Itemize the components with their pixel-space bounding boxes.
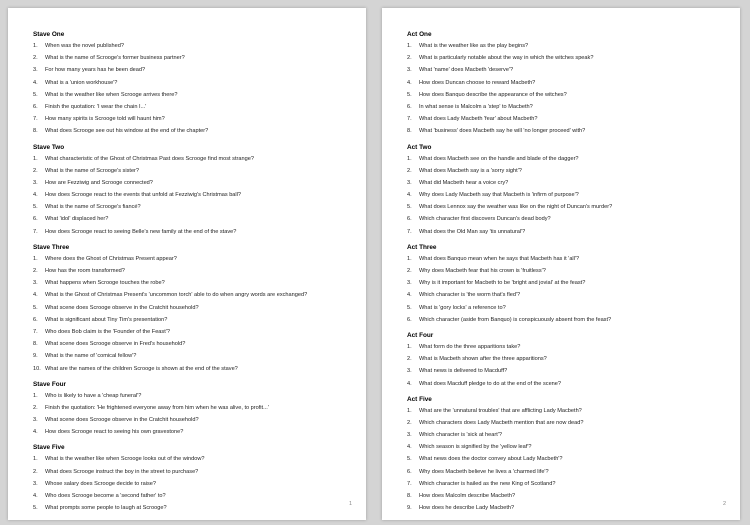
question-item — [407, 77, 732, 89]
page-1-sections — [33, 29, 358, 514]
question-text: What is the weather like as the play begins? — [419, 43, 529, 49]
question-text: What are the 'unnatural troubles' that are afflicting Lady Macbeth? — [419, 407, 582, 414]
question-number: 4. — [33, 493, 38, 499]
question-item — [407, 177, 732, 189]
question-number: 8. — [33, 128, 38, 135]
question-text: How does Scrooge react to seeing Belle's new family at the end of the stave? — [45, 228, 237, 235]
question-number: 4. — [407, 444, 412, 451]
question-number: 1. — [33, 392, 38, 399]
question-item — [33, 165, 358, 177]
question-text: Which characters does Lady Macbeth mention that are now dead? — [419, 419, 584, 426]
question-item — [407, 365, 732, 377]
question-item — [33, 101, 358, 113]
question-text: What is the name of Scrooge's fiancé? — [45, 204, 141, 211]
question-text: How are Fezziwig and Scrooge connected? — [45, 179, 153, 186]
question-number: 9. — [33, 353, 38, 360]
question-item — [33, 153, 358, 165]
question-text: Which character first discovers Duncan's dead body? — [419, 216, 551, 223]
question-number: 2. — [407, 55, 412, 62]
question-item — [407, 125, 732, 137]
question-number: 6. — [407, 316, 412, 323]
question-text: How has the room transformed? — [45, 268, 125, 274]
question-text: What happens when Scrooge touches the robe? — [45, 280, 165, 287]
question-number: 4. — [33, 192, 38, 199]
question-number: 1. — [33, 456, 38, 463]
question-number: 3. — [33, 417, 38, 424]
question-text: What does Scrooge instruct the boy in the street to purchase? — [45, 468, 199, 475]
question-text: How does Scrooge react to the events that unfold at Fezziwig's Christmas ball? — [45, 192, 242, 199]
question-item — [33, 426, 358, 438]
question-number: 5. — [33, 204, 38, 211]
question-text: How does he describe Lady Macbeth? — [419, 505, 515, 512]
question-text: What does the Old Man say 'tis unnatural'? — [419, 228, 526, 235]
question-text: What does Lady Macbeth 'fear' about Macbeth? — [419, 116, 538, 123]
question-number: 7. — [407, 480, 412, 487]
section-heading: Act Two — [407, 143, 432, 151]
question-item — [33, 52, 358, 64]
question-section — [33, 442, 358, 514]
question-number: 3. — [407, 179, 412, 186]
question-item — [33, 265, 358, 277]
question-number: 5. — [33, 505, 38, 512]
question-text: Which character (aside from Banquo) is conspicuously absent from the feast? — [419, 316, 612, 323]
question-text: What did Macbeth hear a voice cry? — [419, 179, 509, 186]
question-text: What does Scrooge see out his window at the end of the chapter? — [45, 128, 209, 135]
question-number: 9. — [407, 505, 412, 512]
question-number: 5. — [407, 91, 412, 98]
question-number: 2. — [407, 419, 412, 426]
question-text: Who is likely to have a 'cheap funeral'? — [45, 392, 142, 399]
question-item — [33, 125, 358, 137]
question-text: What scene does Scrooge observe in Fred's household? — [45, 341, 186, 348]
question-item — [33, 490, 358, 502]
question-number: 4. — [407, 79, 412, 86]
question-item — [407, 466, 732, 478]
question-item — [33, 40, 358, 52]
question-text: What is the name of 'comical fellow'? — [45, 353, 137, 360]
question-number: 3. — [33, 67, 38, 74]
question-item — [407, 101, 732, 113]
question-number: 8. — [407, 493, 412, 499]
question-number: 7. — [33, 228, 38, 235]
question-item — [33, 289, 358, 301]
question-number: 6. — [33, 316, 38, 323]
question-text: Why does Macbeth fear that his crown is 'fruitless'? — [419, 268, 546, 274]
question-item — [407, 378, 732, 390]
question-item — [407, 165, 732, 177]
page-number: 1 — [348, 501, 352, 507]
question-item — [407, 405, 732, 417]
question-item — [33, 478, 358, 490]
question-number: 1. — [33, 255, 38, 262]
question-item — [407, 89, 732, 101]
question-text: Whose salary does Scrooge decide to raise? — [45, 480, 157, 487]
question-item — [407, 289, 732, 301]
question-item — [407, 64, 732, 76]
document-page-1 — [8, 8, 366, 520]
question-item — [407, 441, 732, 453]
question-number: 1. — [33, 43, 38, 49]
question-number: 7. — [33, 116, 38, 123]
question-number: 1. — [407, 407, 412, 414]
question-item — [33, 89, 358, 101]
question-number: 4. — [33, 79, 38, 86]
question-number: 3. — [407, 368, 412, 375]
question-text: What is 'gory locks' a reference to? — [419, 304, 506, 311]
question-section — [407, 242, 732, 326]
question-item — [33, 326, 358, 338]
question-number: 3. — [33, 480, 38, 487]
question-number: 4. — [33, 429, 38, 436]
question-text: What is the weather like when Scrooge looks out of the window? — [45, 456, 205, 463]
question-item — [33, 363, 358, 375]
question-number: 2. — [33, 55, 38, 62]
question-item — [33, 64, 358, 76]
question-item — [407, 502, 732, 514]
question-number: 4. — [407, 380, 412, 387]
question-item — [33, 402, 358, 414]
question-number: 8. — [33, 341, 38, 348]
question-text: What is the weather like when Scrooge arrives there? — [45, 91, 178, 98]
question-number: 3. — [407, 432, 412, 439]
question-item — [407, 478, 732, 490]
question-text: How does Banquo describe the appearance of the witches? — [419, 91, 567, 98]
section-heading: Act Three — [407, 243, 437, 251]
question-item — [407, 417, 732, 429]
question-text: Which character is 'sick at heart'? — [419, 432, 502, 439]
question-text: Why does Lady Macbeth say that Macbeth is 'infirm of purpose'? — [419, 192, 579, 199]
question-section — [33, 142, 358, 238]
question-item — [407, 226, 732, 238]
question-item — [407, 314, 732, 326]
question-text: What scene does Scrooge observe in the Cratchit household? — [45, 417, 199, 424]
question-item — [33, 302, 358, 314]
question-text: What 'business' does Macbeth say he will 'no longer proceed' with? — [419, 128, 586, 135]
question-section — [33, 29, 358, 138]
question-text: What 'name' does Macbeth 'deserve'? — [419, 67, 514, 74]
question-text: What is Macbeth shown after the three apparitions? — [419, 356, 547, 363]
question-text: When was the novel published? — [45, 43, 124, 49]
question-text: What news is delivered to Macduff? — [419, 368, 508, 375]
question-item — [33, 350, 358, 362]
question-item — [407, 490, 732, 502]
question-item — [33, 253, 358, 265]
question-number: 2. — [33, 468, 38, 475]
question-item — [407, 113, 732, 125]
question-number: 4. — [407, 292, 412, 299]
page-2-sections — [407, 29, 732, 514]
question-text: What does Banquo mean when he says that Macbeth has it 'all'? — [419, 255, 580, 262]
question-number: 3. — [33, 280, 38, 287]
section-heading: Stave One — [33, 31, 65, 38]
question-item — [33, 113, 358, 125]
question-number: 1. — [33, 155, 38, 162]
question-text: What characteristic of the Ghost of Christmas Past does Scrooge find most strange? — [45, 155, 254, 162]
question-text: What news does the doctor convey about Lady Macbeth'? — [419, 456, 563, 463]
question-text: What scene does Scrooge observe in the Cratchit household? — [45, 304, 199, 311]
question-text: Why does Macbeth believe he lives a 'charmed life'? — [419, 468, 549, 475]
page-number: 2 — [722, 501, 726, 507]
question-section — [407, 330, 732, 390]
question-number: 2. — [407, 167, 412, 174]
question-number: 5. — [407, 204, 412, 211]
question-section — [407, 142, 732, 238]
question-number: 7. — [407, 228, 412, 235]
question-item — [33, 414, 358, 426]
question-number: 5. — [407, 304, 412, 311]
question-item — [407, 429, 732, 441]
question-text: What is particularly notable about the way in which the witches speak? — [419, 55, 594, 62]
question-number: 2. — [33, 404, 38, 411]
question-text: What does Lennox say the weather was like on the night of Duncan's murder? — [419, 204, 613, 211]
question-number: 5. — [33, 91, 38, 98]
question-item — [407, 213, 732, 225]
question-text: Who does Bob claim is the 'Founder of the Feast'? — [45, 328, 170, 335]
question-text: What is the Ghost of Christmas Present's 'uncommon torch' able to do when angry words are exchanged? — [45, 292, 308, 299]
question-number: 3. — [407, 280, 412, 287]
question-item — [407, 302, 732, 314]
question-item — [33, 314, 358, 326]
section-heading: Act One — [407, 31, 432, 38]
question-text: In what sense is Malcolm a 'step' to Macbeth? — [419, 103, 533, 110]
question-text: What is the name of Scrooge's former business partner? — [45, 55, 185, 62]
question-item — [33, 226, 358, 238]
question-number: 6. — [407, 216, 412, 223]
question-number: 3. — [407, 67, 412, 74]
question-number: 5. — [33, 304, 38, 311]
question-item — [407, 341, 732, 353]
section-heading: Stave Four — [33, 380, 67, 388]
question-item — [407, 40, 732, 52]
question-text: Finish the quotation: 'He frightened everyone away from him when he was alive, to profit...' — [45, 404, 269, 411]
question-text: What 'idol' displaced her? — [45, 216, 109, 223]
question-item — [33, 177, 358, 189]
question-item — [33, 338, 358, 350]
question-text: What form do the three apparitions take? — [419, 343, 521, 350]
question-text: Where does the Ghost of Christmas Present appear? — [45, 255, 177, 262]
question-number: 7. — [33, 328, 38, 335]
question-item — [407, 253, 732, 265]
question-item — [33, 453, 358, 465]
question-item — [407, 353, 732, 365]
question-text: What are the names of the children Scrooge is shown at the end of the stave? — [45, 365, 238, 372]
question-text: How does Duncan choose to reward Macbeth? — [419, 79, 536, 86]
question-item — [407, 265, 732, 277]
question-number: 7. — [407, 116, 412, 123]
question-text: Which character is hailed as the new King of Scotland? — [419, 480, 556, 487]
question-text: How does Malcolm describe Macbeth? — [419, 493, 516, 499]
question-number: 6. — [407, 103, 412, 110]
question-section — [33, 242, 358, 375]
question-text: Finish the quotation: 'I wear the chain I...' — [45, 103, 147, 110]
question-text: Which season is signified by the 'yellow leaf'? — [419, 444, 532, 451]
question-text: Which character is 'the worm that's fled'? — [419, 292, 521, 299]
question-item — [33, 201, 358, 213]
question-number: 4. — [33, 292, 38, 299]
question-text: How does Scrooge react to seeing his own gravestone? — [45, 429, 184, 436]
question-item — [407, 277, 732, 289]
question-text: What does Macbeth see on the handle and blade of the dagger? — [419, 155, 579, 162]
question-number: 10. — [33, 365, 41, 372]
question-number: 6. — [33, 103, 38, 110]
question-item — [407, 153, 732, 165]
question-text: How many spirits is Scrooge told will haunt him? — [45, 116, 165, 123]
question-text: What does Macbeth say is a 'sorry sight'? — [419, 167, 522, 174]
question-text: What does Macduff pledge to do at the end of the scene? — [419, 380, 562, 387]
question-item — [33, 390, 358, 402]
question-number: 1. — [407, 343, 412, 350]
section-heading: Act Five — [407, 395, 432, 403]
question-item — [33, 502, 358, 514]
section-heading: Stave Two — [33, 143, 65, 151]
question-item — [407, 52, 732, 64]
question-item — [407, 189, 732, 201]
question-text: What prompts some people to laugh at Scrooge? — [45, 505, 167, 512]
question-item — [407, 453, 732, 465]
question-number: 1. — [407, 155, 412, 162]
question-item — [33, 189, 358, 201]
question-number: 2. — [33, 167, 38, 174]
section-heading: Act Four — [407, 331, 434, 339]
section-heading: Stave Five — [33, 444, 65, 452]
question-item — [33, 77, 358, 89]
question-number: 1. — [407, 43, 412, 49]
question-text: What is a 'union workhouse'? — [45, 79, 118, 86]
question-number: 8. — [407, 128, 412, 135]
question-text: For how many years has he been dead? — [45, 67, 146, 74]
question-number: 1. — [407, 255, 412, 262]
section-heading: Stave Three — [33, 243, 70, 251]
question-section — [33, 379, 358, 439]
question-item — [407, 201, 732, 213]
question-number: 6. — [33, 216, 38, 223]
question-item — [33, 277, 358, 289]
question-number: 2. — [33, 268, 38, 274]
question-section — [407, 394, 732, 515]
question-number: 5. — [407, 456, 412, 463]
question-number: 3. — [33, 179, 38, 186]
question-number: 2. — [407, 356, 412, 363]
question-number: 6. — [407, 468, 412, 475]
question-text: What is the name of Scrooge's sister? — [45, 167, 140, 174]
question-text: What is significant about Tiny Tim's presentation? — [45, 316, 168, 323]
question-item — [33, 466, 358, 478]
question-text: Why is it important for Macbeth to be 'bright and jovial' at the feast? — [419, 280, 586, 287]
document-page-2 — [382, 8, 740, 520]
question-text: Who does Scrooge become a 'second father' to? — [45, 493, 166, 499]
question-item — [33, 213, 358, 225]
question-number: 4. — [407, 192, 412, 199]
question-number: 2. — [407, 268, 412, 274]
question-section — [407, 29, 732, 138]
